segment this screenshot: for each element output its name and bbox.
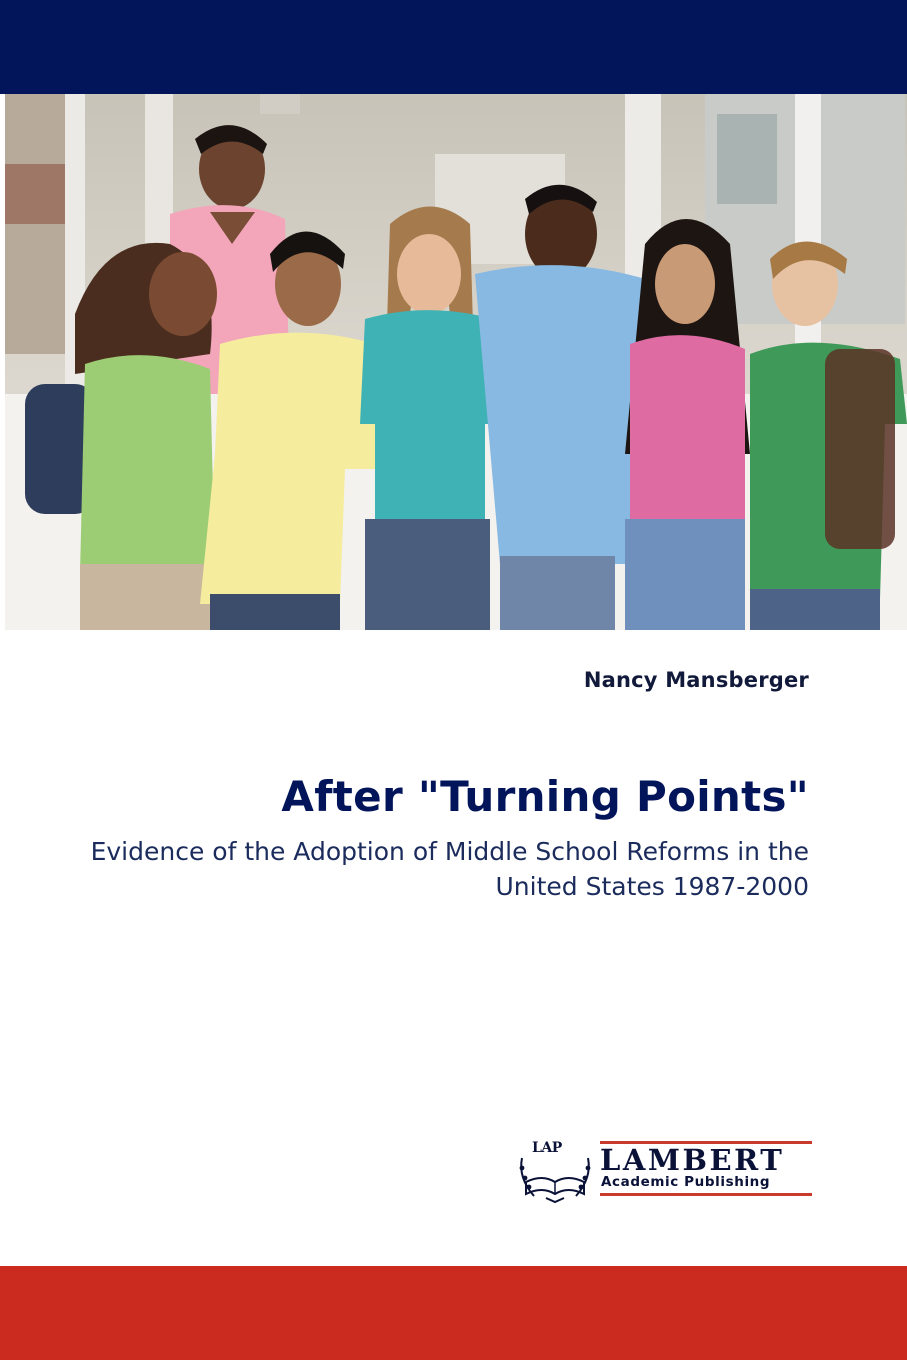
book-subtitle: Evidence of the Adoption of Middle School Reforms in the United States 1987-2000 (90, 837, 809, 901)
publisher-logo (516, 1138, 816, 1204)
publisher-tagline: Academic Publishing (601, 1174, 771, 1190)
logo-rule-bottom (600, 1193, 812, 1196)
bottom-color-band (0, 1266, 907, 1360)
top-color-band (0, 0, 907, 94)
book-title: After "Turning Points" (281, 772, 809, 821)
publisher-emblem-text: LAP (532, 1140, 562, 1156)
publisher-name: LAMBERT (600, 1143, 785, 1177)
cover-photo (5, 94, 907, 630)
author-name: Nancy Mansberger (583, 668, 809, 692)
